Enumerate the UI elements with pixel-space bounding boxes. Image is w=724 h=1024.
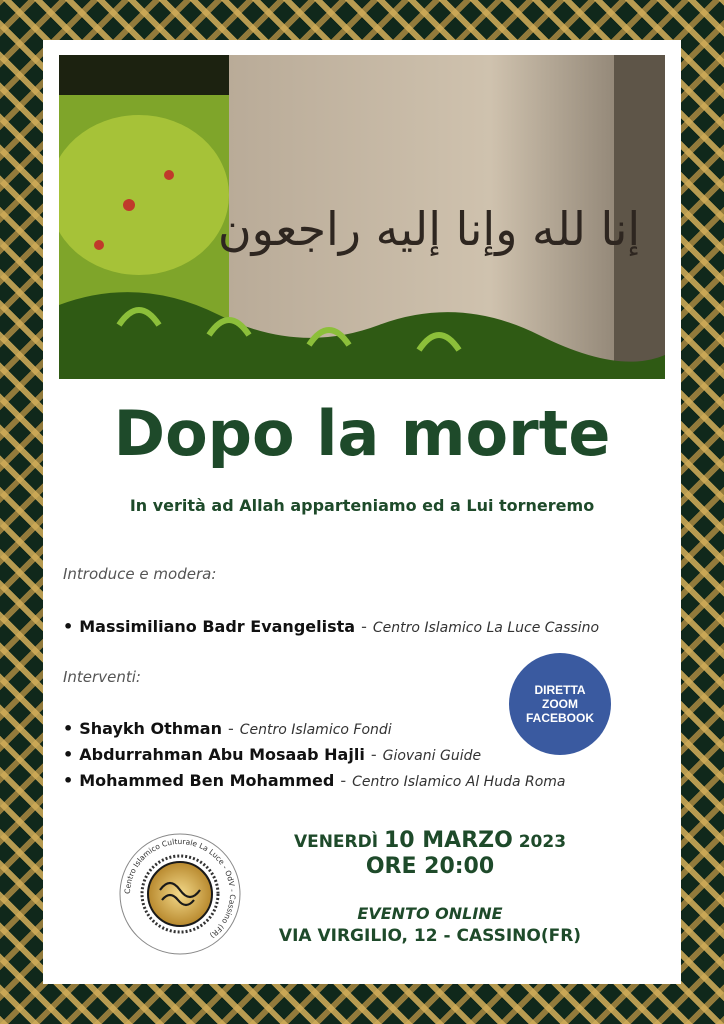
speakers-label: Interventi: bbox=[63, 668, 141, 686]
separator: - bbox=[370, 745, 377, 764]
event-day: VENERDÌ bbox=[293, 832, 379, 852]
badge-line: FACEBOOK bbox=[525, 711, 594, 725]
speaker-name: Abdurrahman Abu Mosaab Hajli bbox=[79, 745, 365, 764]
bullet: • bbox=[63, 745, 74, 764]
event-year: 2023 bbox=[518, 832, 567, 852]
separator: - bbox=[227, 719, 234, 738]
bullet: • bbox=[63, 771, 74, 790]
arabic-inscription: إنا لله وإنا إليه راجعون bbox=[217, 202, 641, 256]
moderator-label: Introduce e modera: bbox=[63, 565, 217, 583]
gravestone-photo bbox=[59, 55, 665, 379]
speaker-org: Centro Islamico Al Huda Roma bbox=[352, 774, 566, 790]
speaker-org: Centro Islamico Fondi bbox=[239, 722, 392, 738]
speaker-item bbox=[63, 745, 481, 764]
event-date-main: 10 MARZO bbox=[384, 828, 513, 853]
logo-ring-text: Centro Islamico Culturale La Luce - OdV - Cassino (FR) bbox=[122, 836, 238, 941]
speaker-item bbox=[63, 719, 392, 738]
separator: - bbox=[340, 771, 347, 790]
page-title: Dopo la morte bbox=[113, 397, 611, 470]
speaker-name: Shaykh Othman bbox=[79, 719, 222, 738]
badge-line: DIRETTA bbox=[534, 683, 586, 697]
speaker-name: Massimiliano Badr Evangelista bbox=[79, 617, 356, 636]
speaker-org: Giovani Guide bbox=[382, 748, 482, 764]
speaker-org: Centro Islamico La Luce Cassino bbox=[372, 620, 600, 636]
event-time: ORE 20:00 bbox=[365, 854, 495, 879]
separator: - bbox=[361, 617, 367, 636]
bullet: • bbox=[63, 719, 74, 738]
bullet: • bbox=[63, 617, 74, 636]
subtitle: In verità ad Allah apparteniamo ed a Lui torneremo bbox=[129, 496, 595, 515]
speaker-item bbox=[63, 771, 566, 790]
live-stream-badge bbox=[509, 653, 611, 755]
event-date bbox=[260, 828, 600, 853]
event-online-label: EVENTO ONLINE bbox=[357, 904, 503, 923]
organization-logo bbox=[118, 832, 242, 956]
speaker-name: Mohammed Ben Mohammed bbox=[79, 771, 335, 790]
badge-line: ZOOM bbox=[542, 697, 578, 711]
moderator-item bbox=[63, 617, 599, 636]
event-address: VIA VIRGILIO, 12 - CASSINO(FR) bbox=[278, 926, 582, 946]
